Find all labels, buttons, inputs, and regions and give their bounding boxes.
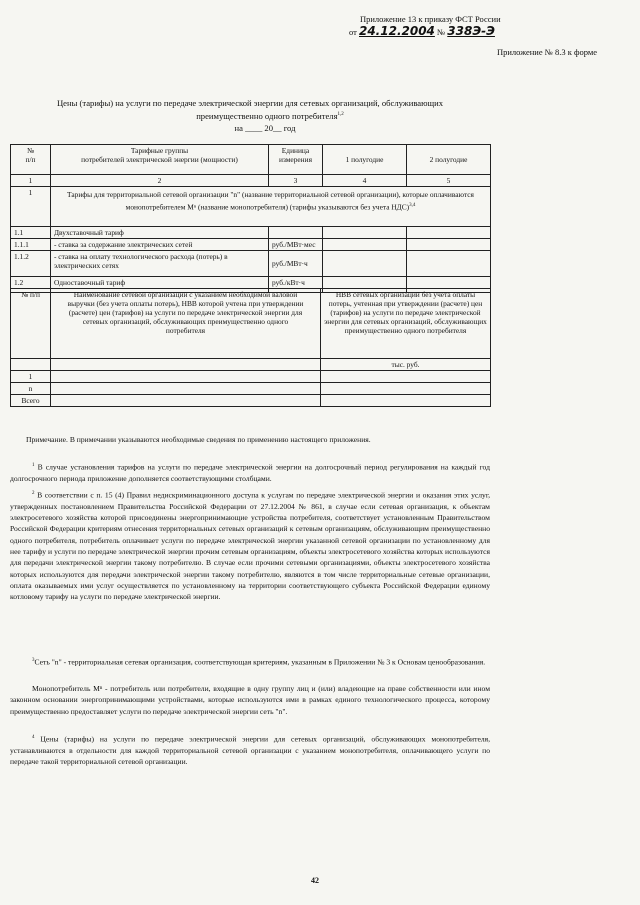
row-cell — [407, 227, 491, 239]
lower-unit-row — [11, 359, 491, 371]
row-name: - ставка за содержание электрических сетей — [51, 239, 269, 251]
row-no: 1.1 — [11, 227, 51, 239]
document-title — [30, 97, 470, 134]
col-num: 4 — [323, 175, 407, 187]
row-no: 1.1.2 — [11, 251, 51, 277]
row-name: Двухставочный тариф — [51, 227, 269, 239]
empty-cell — [51, 359, 321, 371]
footnote-4: $^4$ Цены (тарифы) на услуги по передаче электрической энергии для сетевых организаций, обслуживающих монопотребителя, устанавливаются в отдельности для каждой территориальной сетевой организации с указанием монопотребителя, оплачивающего услуги по передаче такой территориальной сетевой организации. — [10, 734, 490, 767]
lower-head-no: № п/п — [11, 289, 51, 359]
table-row — [11, 251, 491, 277]
row-cell — [321, 383, 491, 395]
lower-head-name: Наименование сетевой организации с указанием необходимой валовой выручки (без учета оплаты потерь), НВВ которой учтена при утверждении (расчете) цен (тарифов) на услуги по передаче электрической энергии для сетевых организаций, обслуживающих преимущественно одного потребителя — [51, 289, 321, 359]
row-name: - ставка на оплату технологического расхода (потерь) в электрических сетях — [51, 251, 269, 277]
note-intro: Примечание. В примечании указываются необходимые сведения по применению настоящего приложения. — [26, 435, 371, 444]
row-1-description: Тарифы для территориальной сетевой организации "n" (название территориальной сетевой организации), которые оплачиваются монопотребителем Мⁿ (название монопотребителя) (тарифы указываются без учета НДС)$^{3,4}$ — [51, 187, 491, 227]
row-no: n — [11, 383, 51, 395]
row-name: Одноставочный тариф — [51, 277, 269, 293]
row-cell — [51, 395, 321, 407]
row-no: 1 — [11, 371, 51, 383]
head-unit: Единица измерения — [269, 145, 323, 175]
handwritten-number: 338Э-Э — [447, 24, 495, 38]
empty-cell — [11, 359, 51, 371]
table-row — [11, 371, 491, 383]
table-row — [11, 395, 491, 407]
row-cell — [407, 251, 491, 277]
head-no: № п/п — [11, 145, 51, 175]
lower-head-nvv: НВВ сетевых организаций без учета оплаты потерь, учтенная при утверждении (расчете) цен (тарифов) на услуги по передаче электрической энергии для сетевых организаций, обслуживающих преимущественно одного потребителя — [321, 289, 491, 359]
table-head-row — [11, 145, 491, 175]
network-nvv-table — [10, 288, 491, 407]
ref-prefix: от — [349, 27, 357, 37]
mono-definition: Монопотребитель Мⁿ - потребитель или потребители, входящие в одну группу лиц и (или) владеющие на праве собственности или ином законном основании энергопринимающими устройствами, которые используются ими в рамках единого технологического процесса, которому преимущественно предоставляет услуги по передаче электрической энергии сеть "n". — [10, 684, 490, 716]
footnote-3: $^3$Сеть "n" - территориальная сетевая организация, соответствующая критериям, указанным в Приложении № 3 к Основам ценообразования. — [32, 657, 486, 667]
head-half-2: 2 полугодие — [407, 145, 491, 175]
row-unit: руб./МВт·ч — [269, 251, 323, 277]
lower-head-row — [11, 289, 491, 359]
row-cell — [321, 371, 491, 383]
row-cell — [51, 383, 321, 395]
title-line-2: преимущественно одного потребителя$^{1,2}$ — [196, 110, 344, 121]
col-num: 1 — [11, 175, 51, 187]
page-number: 42 — [311, 876, 319, 885]
row-unit — [269, 227, 323, 239]
lower-unit: тыс. руб. — [321, 359, 491, 371]
table-row — [11, 239, 491, 251]
col-num: 2 — [51, 175, 269, 187]
row-unit: руб./кВт·ч — [269, 277, 323, 293]
row-unit: руб./МВт·мес — [269, 239, 323, 251]
row-no: 1.2 — [11, 277, 51, 293]
column-number-row — [11, 175, 491, 187]
appendix-13-ref — [349, 24, 495, 38]
handwritten-date: 24.12.2004 — [358, 24, 435, 38]
row-cell — [323, 227, 407, 239]
appendix-8-3-header: Приложение № 8.3 к форме — [497, 47, 598, 57]
head-half-1: 1 полугодие — [323, 145, 407, 175]
tariff-table — [10, 144, 491, 293]
row-cell — [51, 371, 321, 383]
row-cell — [323, 239, 407, 251]
row-cell — [323, 251, 407, 277]
footnote-1: $^1$ В случае установления тарифов на услуги по передаче электрической энергии на долгосрочный период регулирования на каждый год долгосрочного периода приложение дополняется соответствующими столбцами. — [10, 462, 490, 483]
row-no: 1.1.1 — [11, 239, 51, 251]
table-row — [11, 187, 491, 227]
row-total: Всего — [11, 395, 51, 407]
col-num: 5 — [407, 175, 491, 187]
title-line-3: на ____ 20__ год — [234, 122, 296, 133]
table-row — [11, 227, 491, 239]
table-row — [11, 383, 491, 395]
col-num: 3 — [269, 175, 323, 187]
row-cell — [321, 395, 491, 407]
row-cell — [407, 239, 491, 251]
row-no: 1 — [11, 187, 51, 227]
footnote-2: $^2$ В соответствии с п. 15 (4) Правил недискриминационного доступа к услугам по передаче электрической энергии и оказания этих услуг, утвержденных постановлением Правительства Российской Федерации от 27.12.2004 № 861, в случае если сетевая организация, к объектам электросетевого хозяйства которой присоединены энергопринимающие устройства потребителя, соответствует установленным Правительством Российской Федерации критериям отнесения территориальных сетевых организаций к сетевым организациям, обслуживающим преимущественно одного потребителя, потребитель оплачивает услуги по передаче электрической энергии указанной сетевой организации по установленному для нее тарифу и услуги по передаче электрической энергии прочим сетевым организациям, объекты электросетевого хозяйства которых используются для передачи электрической энергии такому потребителю. В случае если прочими сетевыми организациями, объекты электросетевого хозяйства которых используются для передачи электрической энергии такому потребителю, являются в том числе территориальные сетевые организации, оплата оказываемых ими услуг осуществляется по установленному на территории соответствующего субъекта Российской Федерации единому котловому тарифу на услуги по передаче электрической энергии. — [10, 490, 490, 602]
title-line-1: Цены (тарифы) на услуги по передаче электрической энергии для сетевых организаций, обслуживающих — [56, 98, 444, 108]
head-group: Тарифные группы потребителей электрической энергии (мощности) — [51, 145, 269, 175]
ref-no-prefix: № — [437, 27, 446, 37]
appendix-13-header: Приложение 13 к приказу ФСТ России — [360, 14, 501, 24]
